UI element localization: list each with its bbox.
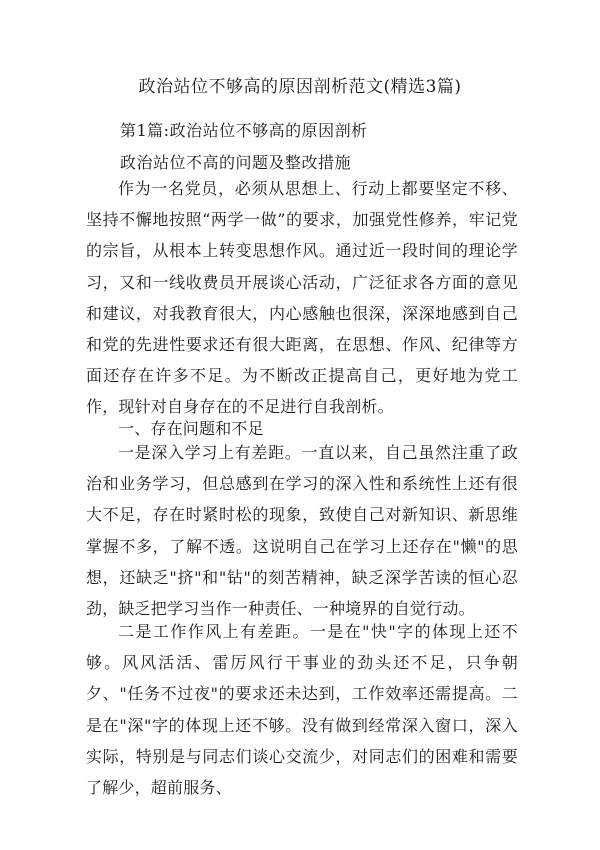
paragraph-work-style-gap: 二是工作作风上有差距。一是在"快"字的体现上还不够。风风活活、雷厉风行干事业的劲头还不足，只争朝夕、"任务不过夜"的要求还未达到，工作效率还需提高。二是在"深"字的体现上还不够。没有做到经常深入窗口，深入实际，特别是与同志们谈心交流少，对同志们的困难和需要了解少，超前服务、 — [86, 622, 518, 798]
chapter-heading: 第1篇:政治站位不够高的原因剖析 — [120, 121, 368, 140]
paragraph-intro: 作为一名党员，必须从思想上、行动上都要坚定不移、坚持不懈地按照“两学一做”的要求，加强党性修养，牢记党的宗旨，从根本上转变思想作风。通过近一段时间的理论学习，又和一线收费员开展谈心活动，广泛征求各方面的意见和建议，对我教育很大，内心感触也很深，深深地感到自己和党的先进性要求还有很大距离，在思想、作风、纪律等方面还存在许多不足。为不断改正提高自己，更好地为党工作，现针对自身存在的不足进行自我剖析。 — [86, 179, 518, 417]
section-subtitle: 政治站位不高的问题及整改措施 — [120, 153, 352, 172]
section-heading-problems: 一、存在问题和不足 — [118, 419, 264, 438]
document-title: 政治站位不够高的原因剖析范文(精选3篇) — [138, 77, 462, 97]
paragraph-study-gap: 一是深入学习上有差距。一直以来，自己虽然注重了政治和业务学习，但总感到在学习的深入性和系统性上还有很大不足，存在时紧时松的现象，致使自己对新知识、新思维掌握不多，了解不透。这说明自己在学习上还存在"懒"的思想，还缺乏"挤"和"钻"的刻苦精神，缺乏深学苦读的恒心忍劲，缺乏把学习当作一种责任、一种境界的自觉行动。 — [86, 443, 518, 619]
